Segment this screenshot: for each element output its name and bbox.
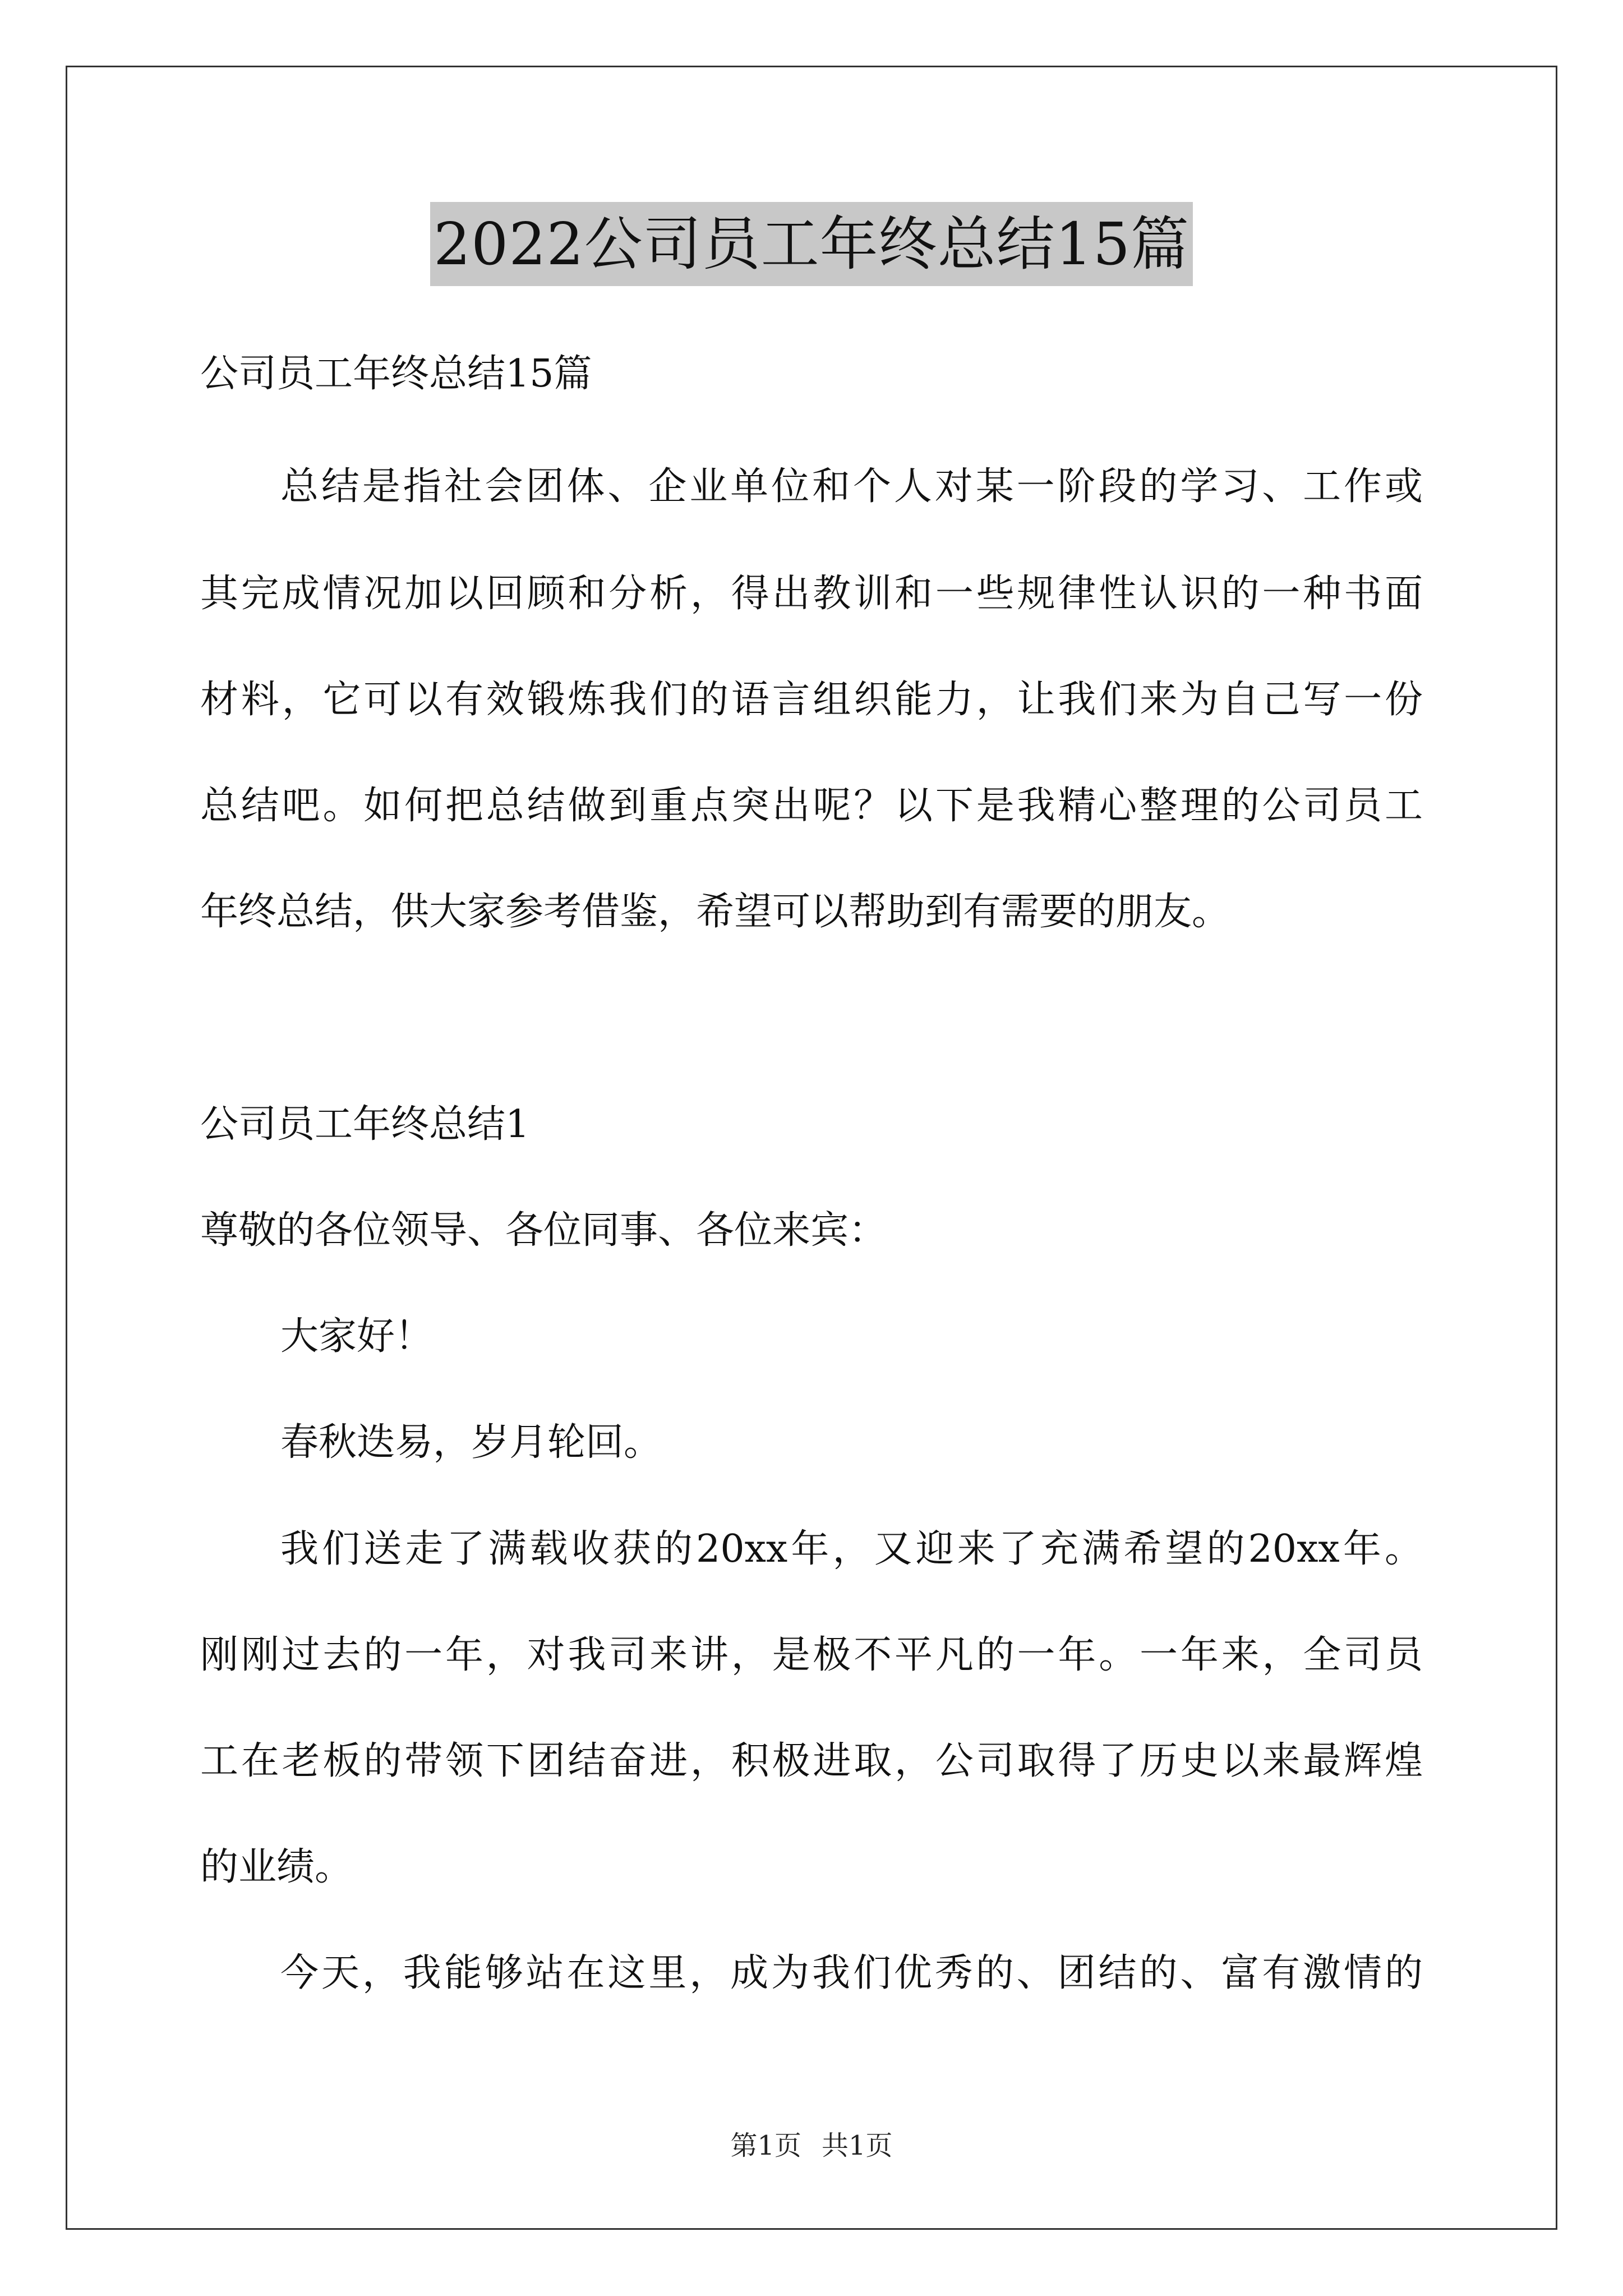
- paragraph-spring: 春秋迭易，岁月轮回。: [280, 1420, 662, 1465]
- salutation: 尊敬的各位领导、各位同事、各位来宾：: [200, 1208, 887, 1253]
- greeting: 大家好！: [280, 1314, 434, 1359]
- intro-line-1: 总结是指社会团体、企业单位和个人对某一阶段的学习、工作或: [280, 464, 1423, 509]
- paragraph-year-line-2: 刚刚过去的一年，对我司来讲，是极不平凡的一年。一年来，全司员: [200, 1633, 1423, 1677]
- section-heading: 公司员工年终总结1: [200, 1102, 530, 1147]
- page-number-total: 共1页: [822, 2130, 893, 2161]
- document-title-text: 2022公司员工年终总结15篇: [430, 202, 1193, 286]
- paragraph-year-line-1: 我们送走了满载收获的20xx年，又迎来了充满希望的20xx年。: [280, 1527, 1423, 1571]
- intro-line-4: 总结吧。如何把总结做到重点突出呢？以下是我精心整理的公司员工: [200, 784, 1423, 828]
- paragraph-today-line-1: 今天，我能够站在这里，成为我们优秀的、团结的、富有激情的: [280, 1951, 1423, 1995]
- intro-line-3: 材料，它可以有效锻炼我们的语言组织能力，让我们来为自己写一份: [200, 678, 1423, 722]
- document-subtitle: 公司员工年终总结15篇: [200, 352, 592, 396]
- paragraph-year-line-3: 工在老板的带领下团结奋进，积极进取，公司取得了历史以来最辉煌: [200, 1739, 1423, 1783]
- document-title: [0, 202, 1623, 286]
- intro-line-5: 年终总结，供大家参考借鉴，希望可以帮助到有需要的朋友。: [200, 890, 1230, 934]
- intro-line-2: 其完成情况加以回顾和分析，得出教训和一些规律性认识的一种书面: [200, 572, 1423, 616]
- page-footer: [0, 2129, 1623, 2162]
- paragraph-year-line-4: 的业绩。: [200, 1845, 353, 1889]
- page-number-current: 第1页: [730, 2130, 801, 2161]
